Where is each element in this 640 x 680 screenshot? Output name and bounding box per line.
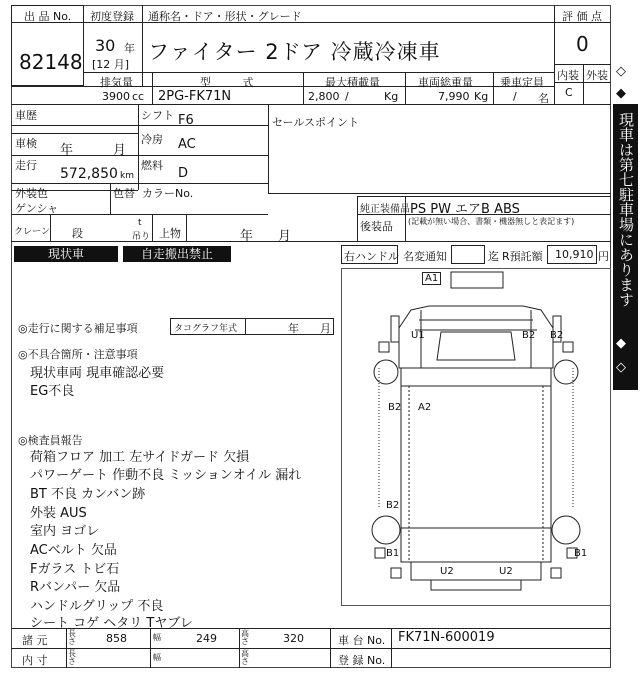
max-load-label: 最大積載量 <box>325 76 380 89</box>
score-value: 0 <box>576 32 589 56</box>
gross-weight-unit: Kg <box>474 90 489 103</box>
interior-dimensions-label: 内 寸 <box>22 654 48 667</box>
interior-width-sub-label: 幅 <box>153 653 161 662</box>
first-registration-month: [12 月] <box>92 58 130 71</box>
shift-value: F6 <box>178 113 194 128</box>
recycle-until-label: 迄 <box>488 250 499 263</box>
first-registration-label: 初度登録 <box>90 10 134 23</box>
inspector-line: ハンドルグリップ 不良 <box>30 599 164 614</box>
height-value: 320 <box>283 632 304 645</box>
damage-mark: A2 <box>418 402 432 413</box>
registration-number-label: 登 録 No. <box>338 654 386 667</box>
side-notice-diamond-top: ◇ <box>616 64 626 79</box>
length-sub-label: 長さ <box>68 629 76 646</box>
inspection-year: 年 <box>60 143 74 158</box>
inspection-label: 車検 <box>15 137 37 150</box>
width-sub-label: 幅 <box>153 633 161 642</box>
damage-mark: U1 <box>411 330 425 341</box>
recycle-fee-value: 10,910 <box>555 248 594 261</box>
capacity-unit: 名 <box>538 92 549 105</box>
current-condition-badge: 現状車 <box>14 246 118 262</box>
inspector-report-title: ◎検査員報告 <box>18 434 83 447</box>
lot-number: 82148 <box>19 50 83 74</box>
self-drive-prohibited-badge: 自走搬出禁止 <box>123 246 231 262</box>
gross-weight-value: 7,990 <box>438 90 470 103</box>
inspection-month: 月 <box>113 143 127 158</box>
standard-equipment-value: PS PW エアB ABS <box>410 202 520 217</box>
inspector-line: BT 不良 カンバン跡 <box>30 487 146 502</box>
damage-mark: B1 <box>574 548 588 559</box>
color-code-label: カラーNo. <box>142 187 194 200</box>
model-name: ファイター 2ドア 冷蔵冷凍車 <box>148 40 441 64</box>
interior-grade-value: C <box>565 86 573 99</box>
damage-mark: B2 <box>386 500 400 511</box>
crane-label: クレーン <box>14 227 50 237</box>
damage-mark: U2 <box>440 566 454 577</box>
damage-mark: B2 <box>388 402 402 413</box>
side-notice-diamond-top-filled: ◆ <box>616 86 626 101</box>
exterior-color-value: ゲンシャ <box>15 202 59 215</box>
chassis-number-value: FK71N-600019 <box>398 630 495 645</box>
truck-diagram <box>341 268 611 606</box>
mileage-unit: km <box>120 171 134 181</box>
aftermarket-note: (記載が無い場合、書類・機器無しと表記ます) <box>408 217 575 226</box>
model-code-value: 2PG-FK71N <box>158 89 232 104</box>
inspector-line: パワーゲート 作動不良 ミッションオイル 漏れ <box>30 468 302 483</box>
damage-mark: B1 <box>386 548 400 559</box>
right-hand-drive-label: 右ハンドル <box>344 250 399 263</box>
recycle-fee-label: R預託額 <box>502 250 543 263</box>
ac-label: 冷房 <box>141 133 163 146</box>
dimensions-label: 諸 元 <box>22 634 48 647</box>
gross-weight-label: 車両総重量 <box>418 76 473 89</box>
max-load-unit: Kg <box>384 90 399 103</box>
max-load-value: 2,800 <box>308 90 340 103</box>
recycle-fee-unit: 円 <box>598 250 609 263</box>
tachograph-year: 年 <box>288 322 299 335</box>
mileage-label: 走行 <box>15 159 37 172</box>
inspector-line: 外装 AUS <box>30 506 87 521</box>
inspector-line: ACベルト 欠品 <box>30 543 117 558</box>
crane-hook: 吊り <box>132 232 151 242</box>
upper-body-label: 上物 <box>159 227 181 240</box>
model-name-label: 通称名・ドア・形状・グレード <box>148 10 302 23</box>
standard-equipment-label: 純正装備品 <box>360 204 410 215</box>
mileage-value: 572,850 <box>60 166 118 182</box>
aftermarket-label: 後装品 <box>360 220 393 233</box>
sales-point-label: セールスポイント <box>272 116 360 129</box>
capacity-value: / <box>513 90 517 103</box>
fuel-value: D <box>178 166 189 181</box>
height-sub-label: 高さ <box>241 629 249 646</box>
displacement-unit: cc <box>132 90 145 103</box>
damage-mark: A1 <box>422 272 441 285</box>
lot-label: 出 品 No. <box>24 10 72 23</box>
inspector-line: Rバンパー 欠品 <box>30 580 121 595</box>
first-registration-year-unit: 年 <box>124 42 135 55</box>
side-notice-diamond-bottom-filled: ◆ <box>616 336 626 351</box>
damage-mark: B2 <box>550 330 564 341</box>
name-change-label: 名変通知 <box>403 250 447 263</box>
displacement-label: 排気量 <box>100 76 133 89</box>
defect-line: 現状車両 現車確認必要 <box>30 366 165 381</box>
shift-label: シフト <box>141 109 174 122</box>
ac-value: AC <box>178 137 196 152</box>
model-code-label: 型 式 <box>200 76 268 89</box>
color-change-label: 色替 <box>113 187 135 200</box>
exterior-grade-label: 外装 <box>586 69 608 82</box>
tachograph-label: タコグラフ年式 <box>174 324 238 334</box>
width-value: 249 <box>196 632 217 645</box>
crane-ton: t <box>138 218 142 228</box>
interior-height-sub-label: 高さ <box>241 649 249 666</box>
max-load-slash: / <box>345 90 349 103</box>
driving-notes-title: ◎走行に関する補足事項 <box>18 322 138 335</box>
defect-line: EG不良 <box>30 384 75 399</box>
history-label: 車歴 <box>15 109 37 122</box>
tachograph-month: 月 <box>320 322 331 335</box>
first-registration-year: 30 <box>95 36 116 55</box>
side-notice-text: 現車は第七駐車場にあります <box>617 112 635 307</box>
fuel-label: 燃料 <box>141 159 163 172</box>
chassis-number-label: 車 台 No. <box>338 634 386 647</box>
crane-stage: 段 <box>72 227 83 240</box>
side-notice-diamond-bottom: ◇ <box>616 360 626 375</box>
inspector-line: シート コゲ ヘタリ Tヤブレ <box>30 616 193 631</box>
length-value: 858 <box>106 632 127 645</box>
score-label: 評 価 点 <box>562 10 602 23</box>
interior-grade-label: 内装 <box>557 69 579 82</box>
upper-body-year: 年 <box>240 229 254 244</box>
capacity-label: 乗車定員 <box>500 76 544 89</box>
inspector-line: 荷箱フロア 加工 左サイドガード 欠損 <box>30 450 250 465</box>
exterior-color-label: 外装色 <box>15 187 48 200</box>
damage-mark: U2 <box>499 566 513 577</box>
inspector-line: Fガラス トビ石 <box>30 562 120 577</box>
interior-length-sub-label: 長さ <box>68 649 76 666</box>
name-change-box <box>451 245 485 264</box>
inspector-line: 室内 ヨゴレ <box>30 524 100 539</box>
upper-body-month: 月 <box>278 229 292 244</box>
defects-title: ◎不具合箇所・注意事項 <box>18 348 138 361</box>
damage-mark: B2 <box>522 330 536 341</box>
displacement-value: 3900 <box>102 90 130 103</box>
